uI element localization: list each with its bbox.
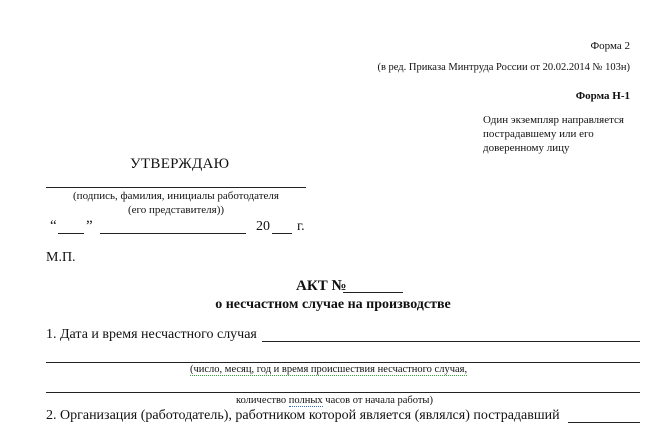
year-suffix: г. xyxy=(297,219,305,234)
stamp-place-label: М.П. xyxy=(46,250,76,265)
item-2-field[interactable] xyxy=(568,422,640,423)
signature-line[interactable] xyxy=(46,187,306,188)
hours-caption-post: часов от начала работы) xyxy=(322,395,433,406)
form-code: Форма Н-1 xyxy=(575,90,630,102)
date-quote-open: “ xyxy=(50,218,57,234)
hours-caption-link: полных xyxy=(288,395,323,406)
hours-caption-pre: количество xyxy=(236,395,289,406)
item-1-field-continued[interactable] xyxy=(46,362,640,363)
act-subtitle: о несчастном случае на производстве xyxy=(215,297,451,312)
datetime-caption-text: (число, месяц, год и время происшествия несчастного случая, xyxy=(190,364,468,375)
day-field[interactable] xyxy=(58,233,84,234)
approval-title: УТВЕРЖДАЮ xyxy=(130,156,230,172)
form-number-label: Форма 2 xyxy=(590,40,630,52)
edition-note: (в ред. Приказа Минтруда России от 20.02.2014 № 103н) xyxy=(377,62,630,73)
year-field[interactable] xyxy=(272,233,292,234)
copy-distribution-note: Один экземпляр направляется пострадавшему или его доверенному лицу xyxy=(483,114,624,154)
hours-caption xyxy=(236,395,433,406)
signature-caption xyxy=(46,189,306,217)
act-title: АКТ № xyxy=(296,278,347,294)
year-prefix: 20 xyxy=(256,219,270,234)
item-1-label: 1. Дата и время несчастного случая xyxy=(46,327,257,342)
datetime-caption xyxy=(190,364,467,375)
item-1-field[interactable] xyxy=(262,341,640,342)
date-quote-close: ” xyxy=(86,218,93,234)
act-number-field[interactable] xyxy=(343,292,403,293)
item-1-hours-field[interactable] xyxy=(46,392,640,393)
month-field[interactable] xyxy=(100,233,246,234)
item-2-label: 2. Организация (работодатель), работником которой является (являлся) пострадавший xyxy=(46,408,560,423)
signature-caption-line-1: (подпись, фамилия, инициалы работодателя xyxy=(73,190,279,202)
signature-caption-line-2: (его представителя)) xyxy=(127,204,225,216)
